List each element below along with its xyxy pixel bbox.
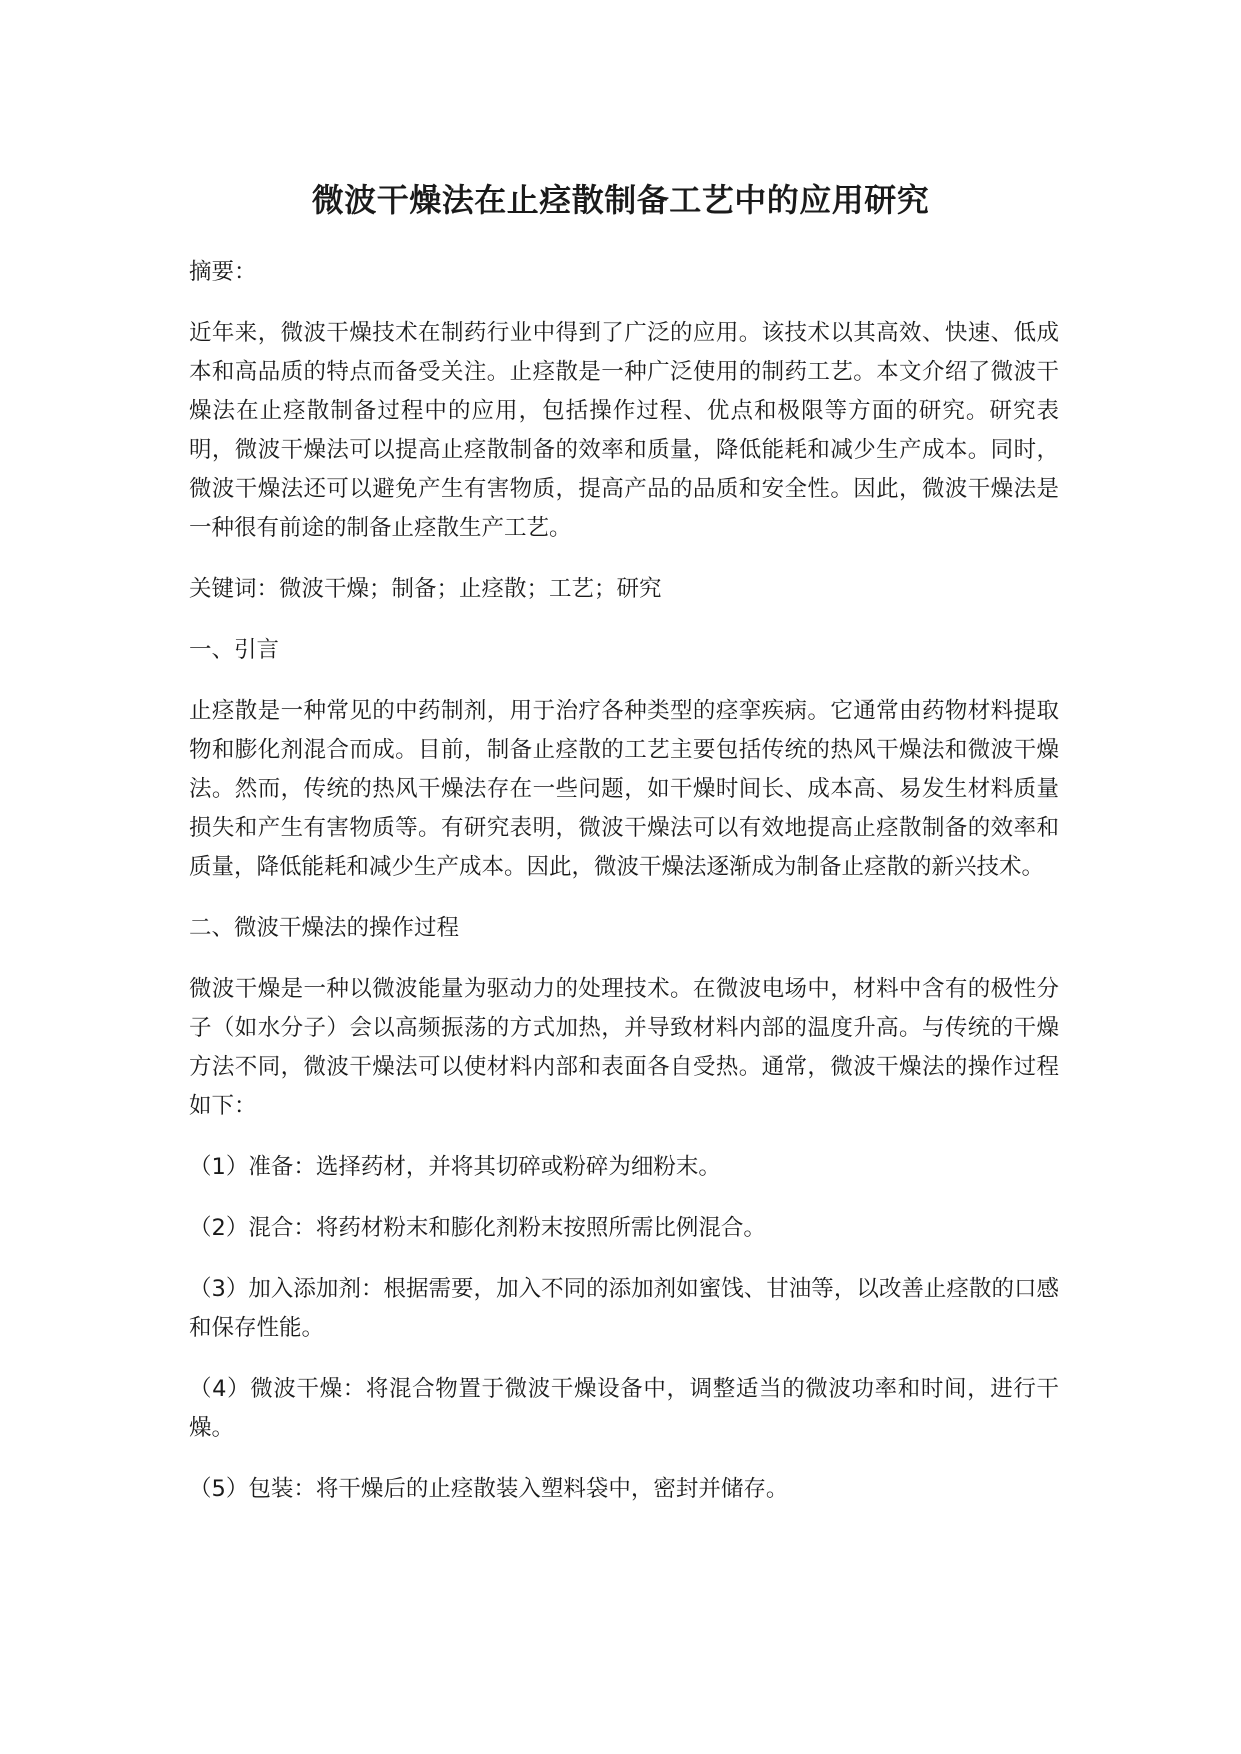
abstract-label: 摘要： xyxy=(189,259,257,285)
document-title: 微波干燥法在止痉散制备工艺中的应用研究 xyxy=(311,181,930,219)
abstract-paragraph: 近年来，微波干燥技术在制药行业中得到了广泛的应用。该技术以其高效、快速、低成本和高品质的特点而备受关注。止痉散是一种广泛使用的制药工艺。本文介绍了微波干燥法在止痉散制备过程中的应用，包括操作过程、优点和极限等方面的研究。研究表明，微波干燥法可以提高止痉散制备的效率和质量，降低能耗和减少生产成本。同时，微波干燥法还可以避免产生有害物质，提高产品的品质和安全性。因此，微波干燥法是一种很有前途的制备止痉散生产工艺。 xyxy=(189,320,1059,541)
section-heading-introduction: 一、引言 xyxy=(189,637,280,663)
step-item: （3）加入添加剂：根据需要，加入不同的添加剂如蜜饯、甘油等，以改善止痉散的口感和保存性能。 xyxy=(189,1276,1059,1341)
step-item: （2）混合：将药材粉末和膨化剂粉末按照所需比例混合。 xyxy=(189,1215,766,1241)
introduction-paragraph: 止痉散是一种常见的中药制剂，用于治疗各种类型的痉挛疾病。它通常由药物材料提取物和膨化剂混合而成。目前，制备止痉散的工艺主要包括传统的热风干燥法和微波干燥法。然而，传统的热风干燥法存在一些问题，如干燥时间长、成本高、易发生材料质量损失和产生有害物质等。有研究表明，微波干燥法可以有效地提高止痉散制备的效率和质量，降低能耗和减少生产成本。因此，微波干燥法逐渐成为制备止痉散的新兴技术。 xyxy=(189,698,1059,880)
document-body xyxy=(189,253,1059,1531)
process-paragraph: 微波干燥是一种以微波能量为驱动力的处理技术。在微波电场中，材料中含有的极性分子（如水分子）会以高频振荡的方式加热，并导致材料内部的温度升高。与传统的干燥方法不同，微波干燥法可以使材料内部和表面各自受热。通常，微波干燥法的操作过程如下： xyxy=(189,976,1059,1119)
section-heading-process: 二、微波干燥法的操作过程 xyxy=(189,915,460,941)
step-item: （5）包装：将干燥后的止痉散装入塑料袋中，密封并储存。 xyxy=(189,1476,789,1502)
step-item: （1）准备：选择药材，并将其切碎或粉碎为细粉末。 xyxy=(189,1154,721,1180)
keywords-line: 关键词：微波干燥；制备；止痉散；工艺；研究 xyxy=(189,576,662,602)
step-item: （4）微波干燥：将混合物置于微波干燥设备中，调整适当的微波功率和时间，进行干燥。 xyxy=(189,1376,1059,1441)
